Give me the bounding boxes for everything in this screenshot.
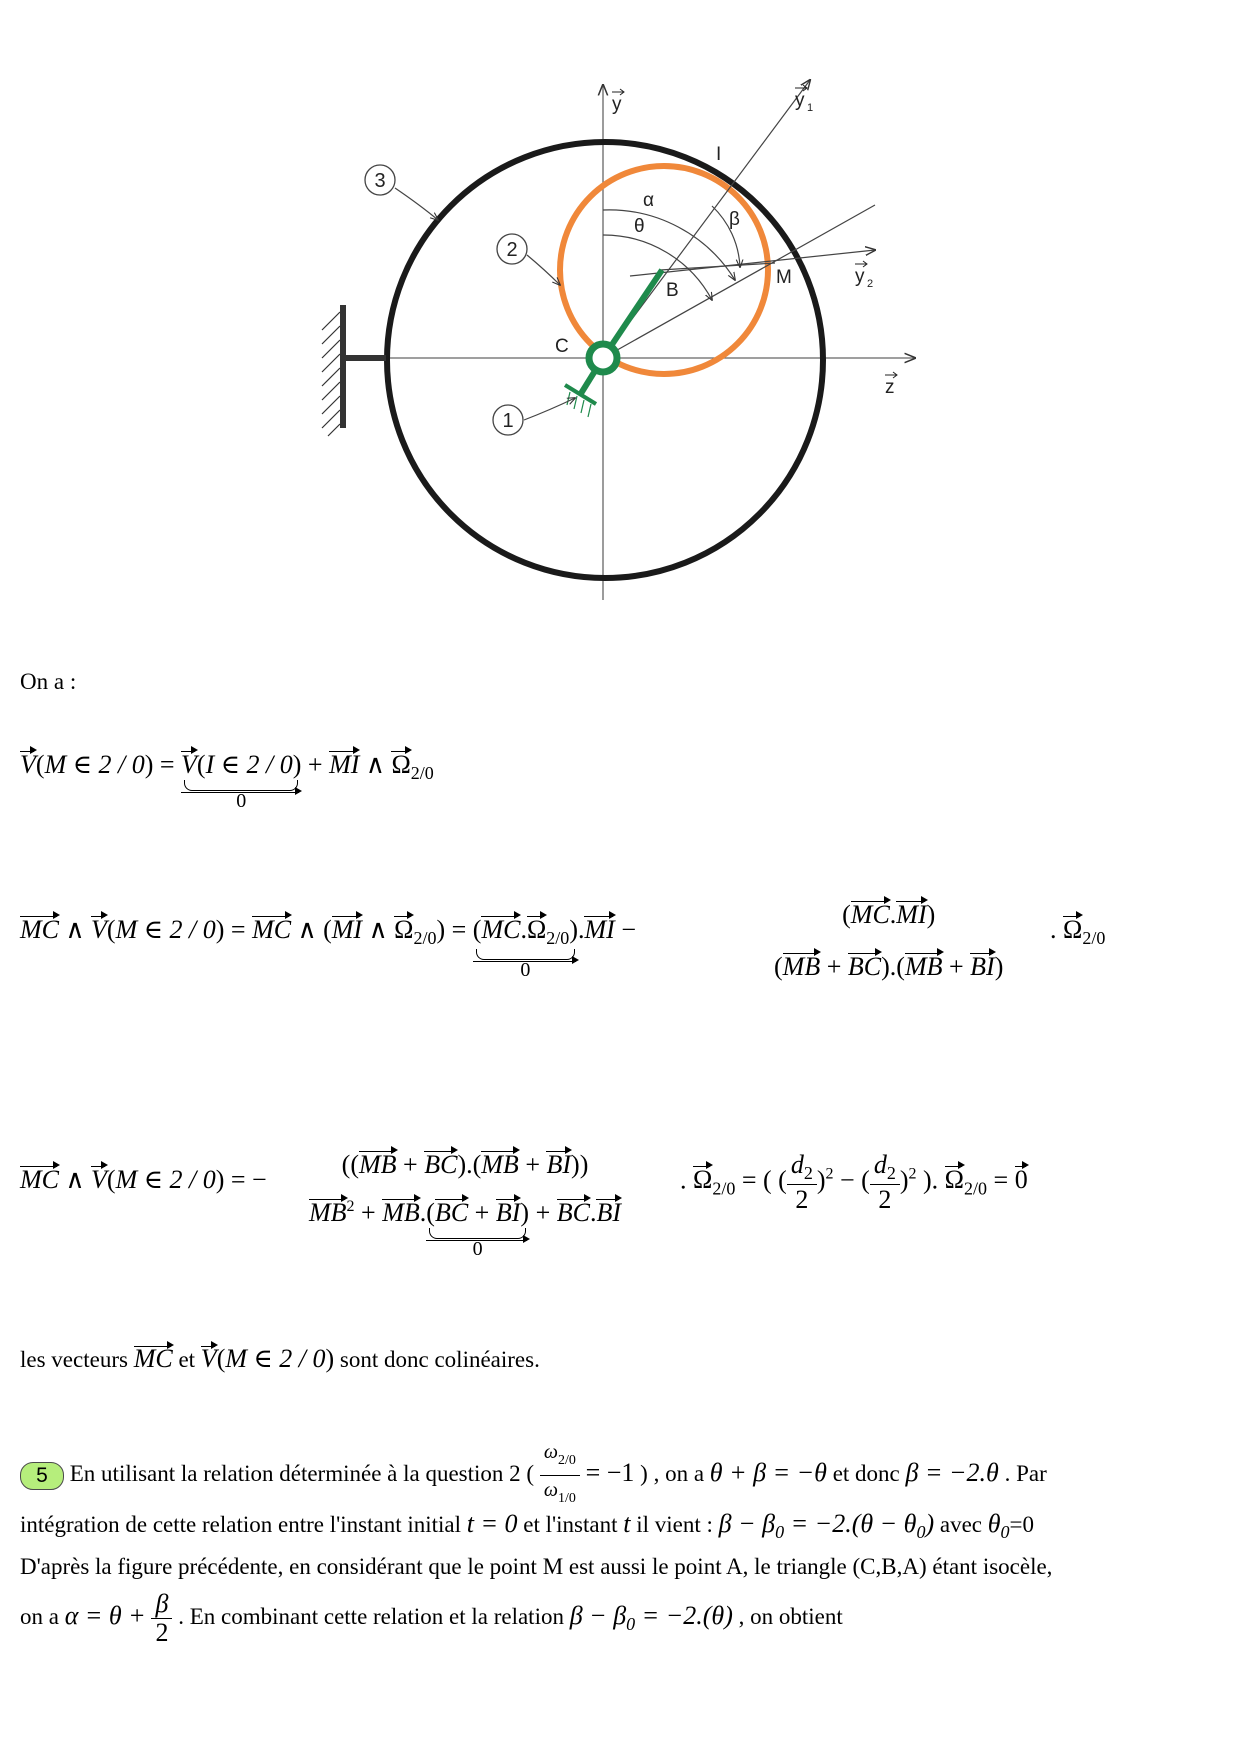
q5-text-2: ) , on a	[640, 1460, 705, 1486]
mechanism-figure	[0, 0, 1240, 620]
colinear-text-1: les vecteurs	[20, 1347, 128, 1372]
leader-lines	[395, 188, 575, 420]
eq3-mb-3: MB	[309, 1198, 347, 1227]
eq3-two-2: 2	[878, 1185, 892, 1214]
equation-3-fraction: ((MB + BC).(MB + BI)) $MB^2 + MB.(BC + BI)$ 0 + BC.BI	[309, 1150, 622, 1260]
eq1-mi: MI	[329, 750, 360, 779]
pivot-c	[589, 344, 617, 372]
eq1-omega: Ω	[391, 750, 411, 779]
q5-t: t	[623, 1509, 631, 1538]
eq1-m-in: M ∈ 2 / 0	[44, 750, 145, 779]
eq1-i-in: I ∈ 2 / 0	[205, 750, 293, 779]
eq2-frac-mc: MC	[850, 900, 890, 929]
axis-label-y1: y	[795, 90, 805, 111]
part-2-number: 2	[506, 239, 518, 261]
equation-1: V(M ∈ 2 / 0) = V(I ∈ 2 / 0) 0 + MI ∧ $\Omega_{2/0}$	[20, 750, 434, 812]
q5-t0: t = 0	[466, 1509, 518, 1538]
colinear-sentence: les vecteurs MC et V(M ∈ 2 / 0) sont donc colinéaires.	[20, 1344, 540, 1373]
equation-2-fraction: (MC.MI) (MB + BC).(MB + BI)	[774, 900, 1004, 981]
q5-rel1: θ + β = −θ	[709, 1457, 827, 1487]
eq2-v: V	[91, 915, 107, 944]
axis-vector-arrows	[612, 85, 897, 378]
q5-rel3-sub: 0	[775, 1522, 785, 1542]
axis-label-y1-sub: 1	[807, 102, 814, 114]
colinear-et: et	[178, 1347, 196, 1372]
point-label-b: B	[666, 280, 679, 301]
q5-text-9: =0	[1009, 1512, 1035, 1537]
on-a-label: On a :	[20, 669, 77, 694]
colinear-text-2: sont donc colinéaires.	[339, 1347, 540, 1372]
eq2-omega-3-sub: 2/0	[1082, 928, 1106, 948]
eq3-zero-2: 0	[1014, 1165, 1028, 1195]
q5-rel3-sub2: 0	[916, 1522, 926, 1542]
eq3-mb-4: MB	[382, 1198, 420, 1227]
q5-text-11: . En combinant cette relation et la relation	[178, 1603, 564, 1629]
q5-text-10: on a	[20, 1603, 59, 1629]
eq2-zero: 0	[473, 960, 578, 980]
axis-label-y2-sub: 2	[867, 278, 874, 290]
eq3-mc: MC	[20, 1165, 59, 1194]
q5-omega10-sub: 1/0	[557, 1491, 576, 1506]
axis-label-y2: y	[855, 266, 865, 287]
eq3-d-2: d	[873, 1150, 887, 1179]
q5-omega20-sub: 2/0	[557, 1453, 576, 1468]
q5-rel3-end: )	[925, 1509, 935, 1538]
q5-text-7: il vient :	[636, 1512, 713, 1537]
q5-beta: β	[151, 1590, 172, 1619]
eq2-omega-3: Ω	[1063, 915, 1083, 944]
question-5-badge: 5	[20, 1462, 64, 1490]
q5-text-4: . Par	[1004, 1460, 1047, 1486]
q5-line-4	[20, 1590, 843, 1647]
eq2-mc-1: MC	[20, 915, 59, 944]
equation-3-rhs: . $\Omega_{2/0}$ = ( ( $\frac{d_2}{2}$ )$^2$ − ( $\frac{d_2}{2}$ )$^2$ ). $\Omega_{2/0} = 0$	[680, 1150, 1028, 1214]
q5-rel2: β = −2.θ	[905, 1457, 999, 1487]
eq3-omega-1: Ω	[693, 1165, 713, 1195]
eq3-d-1-sub: 2	[803, 1163, 813, 1183]
eq3-bi-1: BI	[546, 1150, 572, 1179]
eq3-zero-1: 0	[426, 1239, 529, 1259]
eq3-sq-2: 2	[908, 1165, 917, 1183]
q5-text-8: avec	[939, 1512, 983, 1537]
q5-two: 2	[155, 1618, 169, 1647]
eq2-mc-3: MC	[481, 915, 521, 944]
eq2-frac-bc: BC	[847, 952, 882, 981]
eq3-bi-2: BI	[495, 1198, 521, 1227]
q5-rel4: β − β	[569, 1600, 627, 1630]
angle-label-beta: β	[729, 209, 740, 230]
eq2-mc-2: MC	[252, 915, 292, 944]
eq3-mb-sq: 2	[346, 1198, 355, 1215]
eq2-frac-mi: MI	[896, 900, 927, 929]
eq3-mb-1: MB	[358, 1150, 397, 1179]
q5-text-6: et l'instant	[523, 1512, 618, 1537]
eq3-sq-1: 2	[825, 1165, 834, 1183]
eq3-d-1: d	[790, 1150, 804, 1179]
q5-theta0: θ	[987, 1509, 1001, 1538]
eq2-m-in: M ∈ 2 / 0	[115, 915, 216, 944]
eq1-v2: V	[181, 750, 197, 779]
eq3-mb-2: MB	[481, 1150, 519, 1179]
eq3-bc-2: BC	[434, 1198, 469, 1227]
axis-label-y: y	[612, 94, 622, 115]
eq2-omega-1-sub: 2/0	[413, 928, 437, 948]
colinear-v: V	[200, 1344, 217, 1373]
eq3-bc-3: BC	[556, 1198, 590, 1227]
q5-line-1	[20, 1438, 1047, 1513]
eq3-omega-2: Ω	[944, 1165, 964, 1195]
q5-rel3-rhs: = −2.(θ − θ	[790, 1509, 917, 1538]
eq1-omega-sub: 2/0	[410, 763, 434, 783]
eq3-d-2-sub: 2	[886, 1163, 896, 1183]
ground-hatch	[322, 305, 386, 436]
point-label-c: C	[555, 336, 569, 357]
eq2-mi-2: MI	[584, 915, 615, 944]
eq3-two-1: 2	[795, 1185, 809, 1214]
eq2-omega-2-sub: 2/0	[546, 928, 570, 948]
eq3-bc-1: BC	[424, 1150, 458, 1179]
equation-2: MC ∧ V(M ∈ 2 / 0) = MC ∧ (MI ∧ $\Omega_{2/0}) = (MC.\Omega_{2/0})$ 0 .MI −	[20, 915, 636, 981]
eq1-v1: V	[20, 750, 36, 779]
axis-label-z: z	[885, 377, 895, 398]
q5-text-5: intégration de cette relation entre l'instant initial	[20, 1512, 461, 1537]
angle-label-theta: θ	[634, 216, 645, 237]
q5-line-3: D'après la figure précédente, en considérant que le point M est aussi le point A, le triangle (C,B,A) étant isocèle,	[20, 1554, 1053, 1579]
point-label-i: I	[716, 144, 722, 165]
eq2-frac-mb-2: MB	[904, 952, 943, 981]
angle-label-alpha: α	[643, 190, 654, 211]
eq3-v: V	[91, 1165, 107, 1194]
eq3-omega-2-sub: 2/0	[964, 1178, 988, 1199]
q5-rel3: β − β	[718, 1509, 776, 1538]
part-1-number: 1	[502, 410, 514, 432]
q5-eq-m1: = −1	[585, 1457, 635, 1487]
q5-rel4-sub: 0	[626, 1613, 636, 1634]
eq3-omega-1-sub: 2/0	[712, 1178, 736, 1199]
equation-3: MC ∧ V(M ∈ 2 / 0) = −	[20, 1165, 267, 1194]
eq3-bi-3: BI	[596, 1198, 622, 1227]
point-label-m: M	[776, 267, 792, 288]
part-3-number: 3	[374, 170, 386, 192]
q5-line-2	[20, 1510, 1034, 1546]
eq2-frac-mb-1: MB	[782, 952, 821, 981]
arm-1	[565, 270, 662, 417]
q5-theta0-sub: 0	[1000, 1522, 1010, 1542]
equation-2-end: . $\Omega_{2/0}$	[1050, 915, 1106, 948]
eq1-zero: 0	[181, 791, 301, 811]
eq2-omega-1: Ω	[394, 915, 414, 944]
eq3-m-in: M ∈ 2 / 0	[115, 1165, 216, 1194]
q5-text-1: En utilisant la relation déterminée à la question 2 (	[69, 1460, 535, 1486]
q5-alpha-eq: α = θ +	[64, 1600, 146, 1630]
q5-omega20: ω	[543, 1441, 558, 1463]
eq2-frac-bi: BI	[970, 952, 995, 981]
q5-text-12: , on obtient	[738, 1603, 843, 1629]
eq2-mi-1: MI	[331, 915, 363, 944]
colinear-m-in: M ∈ 2 / 0	[225, 1344, 326, 1373]
q5-omega10: ω	[543, 1479, 558, 1501]
q5-text-3: et donc	[832, 1460, 900, 1486]
q5-rel4-rhs: = −2.(θ)	[641, 1600, 733, 1630]
colinear-mc: MC	[133, 1344, 173, 1373]
eq2-omega-2: Ω	[526, 915, 547, 944]
